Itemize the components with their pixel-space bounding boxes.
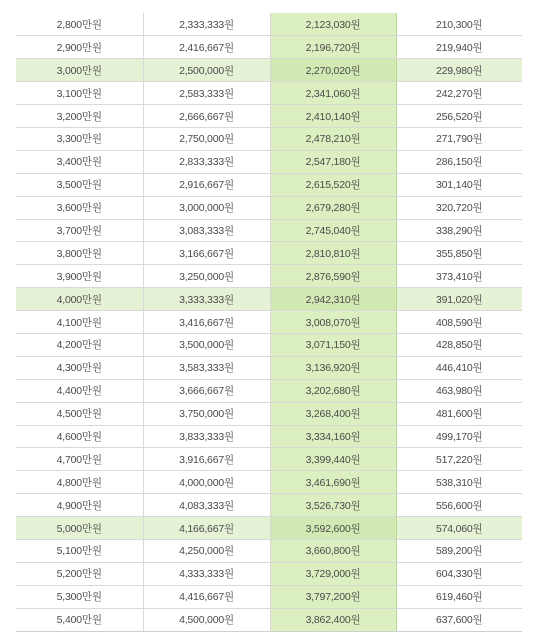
monthly-salary-cell: 2,583,333원 <box>143 82 270 105</box>
deduction-cell: 463,980원 <box>396 379 522 402</box>
deduction-cell: 604,330원 <box>396 562 522 585</box>
table-row <box>16 539 522 562</box>
table-row <box>16 288 522 311</box>
deduction-cell: 391,020원 <box>396 288 522 311</box>
monthly-salary-cell: 4,333,333원 <box>143 562 270 585</box>
table-row <box>16 356 522 379</box>
deduction-cell: 481,600원 <box>396 402 522 425</box>
net-pay-cell: 2,478,210원 <box>270 127 396 150</box>
annual-income-cell: 4,100만원 <box>16 311 143 334</box>
table-row <box>16 82 522 105</box>
net-pay-cell: 3,008,070원 <box>270 311 396 334</box>
deduction-cell: 499,170원 <box>396 425 522 448</box>
annual-income-cell: 3,000만원 <box>16 59 143 82</box>
deduction-cell: 538,310원 <box>396 471 522 494</box>
deduction-cell: 271,790원 <box>396 127 522 150</box>
annual-income-cell: 4,200만원 <box>16 333 143 356</box>
monthly-salary-cell: 3,000,000원 <box>143 196 270 219</box>
monthly-salary-cell: 3,083,333원 <box>143 219 270 242</box>
monthly-salary-cell: 3,250,000원 <box>143 265 270 288</box>
net-pay-cell: 3,334,160원 <box>270 425 396 448</box>
annual-income-cell: 2,900만원 <box>16 36 143 59</box>
table-row <box>16 105 522 128</box>
deduction-cell: 619,460원 <box>396 585 522 608</box>
annual-income-cell: 5,200만원 <box>16 562 143 585</box>
net-pay-cell: 2,341,060원 <box>270 82 396 105</box>
deduction-cell: 286,150원 <box>396 150 522 173</box>
deduction-cell: 373,410원 <box>396 265 522 288</box>
table-row <box>16 562 522 585</box>
deduction-cell: 320,720원 <box>396 196 522 219</box>
monthly-salary-cell: 4,000,000원 <box>143 471 270 494</box>
table-row <box>16 311 522 334</box>
deduction-cell: 637,600원 <box>396 608 522 631</box>
monthly-salary-cell: 4,166,667원 <box>143 517 270 540</box>
net-pay-cell: 3,526,730원 <box>270 494 396 517</box>
deduction-cell: 219,940원 <box>396 36 522 59</box>
monthly-salary-cell: 2,666,667원 <box>143 105 270 128</box>
monthly-salary-cell: 3,500,000원 <box>143 333 270 356</box>
table-row <box>16 127 522 150</box>
deduction-cell: 301,140원 <box>396 173 522 196</box>
annual-income-cell: 5,400만원 <box>16 608 143 631</box>
table-row <box>16 585 522 608</box>
monthly-salary-cell: 3,916,667원 <box>143 448 270 471</box>
annual-income-cell: 3,500만원 <box>16 173 143 196</box>
deduction-cell: 589,200원 <box>396 539 522 562</box>
net-pay-cell: 3,399,440원 <box>270 448 396 471</box>
net-pay-cell: 3,862,400원 <box>270 608 396 631</box>
deduction-cell: 229,980원 <box>396 59 522 82</box>
table-row <box>16 173 522 196</box>
monthly-salary-cell: 4,416,667원 <box>143 585 270 608</box>
table-row <box>16 150 522 173</box>
deduction-cell: 574,060원 <box>396 517 522 540</box>
monthly-salary-cell: 2,750,000원 <box>143 127 270 150</box>
monthly-salary-cell: 3,666,667원 <box>143 379 270 402</box>
monthly-salary-cell: 3,750,000원 <box>143 402 270 425</box>
table-row <box>16 59 522 82</box>
net-pay-cell: 2,942,310원 <box>270 288 396 311</box>
annual-income-cell: 4,600만원 <box>16 425 143 448</box>
annual-income-cell: 2,800만원 <box>16 13 143 36</box>
table-row <box>16 242 522 265</box>
annual-income-cell: 3,300만원 <box>16 127 143 150</box>
net-pay-cell: 2,876,590원 <box>270 265 396 288</box>
table-row <box>16 425 522 448</box>
annual-income-cell: 5,100만원 <box>16 539 143 562</box>
annual-income-cell: 4,500만원 <box>16 402 143 425</box>
annual-income-cell: 4,800만원 <box>16 471 143 494</box>
net-pay-cell: 3,729,000원 <box>270 562 396 585</box>
salary-table-body <box>16 13 522 631</box>
net-pay-cell: 3,071,150원 <box>270 333 396 356</box>
net-pay-cell: 3,461,690원 <box>270 471 396 494</box>
net-pay-cell: 3,202,680원 <box>270 379 396 402</box>
net-pay-cell: 2,615,520원 <box>270 173 396 196</box>
net-pay-cell: 2,547,180원 <box>270 150 396 173</box>
deduction-cell: 408,590원 <box>396 311 522 334</box>
annual-income-cell: 3,700만원 <box>16 219 143 242</box>
monthly-salary-cell: 2,833,333원 <box>143 150 270 173</box>
net-pay-cell: 2,196,720원 <box>270 36 396 59</box>
deduction-cell: 517,220원 <box>396 448 522 471</box>
deduction-cell: 242,270원 <box>396 82 522 105</box>
annual-income-cell: 4,700만원 <box>16 448 143 471</box>
deduction-cell: 210,300원 <box>396 13 522 36</box>
table-row <box>16 517 522 540</box>
monthly-salary-cell: 3,416,667원 <box>143 311 270 334</box>
table-row <box>16 36 522 59</box>
table-row <box>16 333 522 356</box>
net-pay-cell: 3,136,920원 <box>270 356 396 379</box>
monthly-salary-cell: 4,083,333원 <box>143 494 270 517</box>
deduction-cell: 446,410원 <box>396 356 522 379</box>
annual-income-cell: 3,900만원 <box>16 265 143 288</box>
annual-income-cell: 3,200만원 <box>16 105 143 128</box>
monthly-salary-cell: 2,916,667원 <box>143 173 270 196</box>
net-pay-cell: 3,592,600원 <box>270 517 396 540</box>
monthly-salary-cell: 3,833,333원 <box>143 425 270 448</box>
annual-income-cell: 4,300만원 <box>16 356 143 379</box>
annual-income-cell: 5,300만원 <box>16 585 143 608</box>
annual-income-cell: 4,000만원 <box>16 288 143 311</box>
annual-income-cell: 5,000만원 <box>16 517 143 540</box>
annual-income-cell: 3,400만원 <box>16 150 143 173</box>
monthly-salary-cell: 3,583,333원 <box>143 356 270 379</box>
table-row <box>16 608 522 631</box>
table-row <box>16 402 522 425</box>
annual-income-cell: 4,400만원 <box>16 379 143 402</box>
table-row <box>16 13 522 36</box>
annual-income-cell: 3,600만원 <box>16 196 143 219</box>
table-row <box>16 379 522 402</box>
net-pay-cell: 3,268,400원 <box>270 402 396 425</box>
table-row <box>16 448 522 471</box>
table-row <box>16 219 522 242</box>
table-row <box>16 196 522 219</box>
deduction-cell: 556,600원 <box>396 494 522 517</box>
monthly-salary-cell: 2,500,000원 <box>143 59 270 82</box>
annual-income-cell: 3,100만원 <box>16 82 143 105</box>
monthly-salary-cell: 3,333,333원 <box>143 288 270 311</box>
monthly-salary-cell: 2,333,333원 <box>143 13 270 36</box>
table-row <box>16 494 522 517</box>
salary-table <box>16 13 522 632</box>
monthly-salary-cell: 4,500,000원 <box>143 608 270 631</box>
net-pay-cell: 2,123,030원 <box>270 13 396 36</box>
annual-income-cell: 3,800만원 <box>16 242 143 265</box>
deduction-cell: 256,520원 <box>396 105 522 128</box>
monthly-salary-cell: 2,416,667원 <box>143 36 270 59</box>
monthly-salary-cell: 4,250,000원 <box>143 539 270 562</box>
net-pay-cell: 3,660,800원 <box>270 539 396 562</box>
deduction-cell: 428,850원 <box>396 333 522 356</box>
deduction-cell: 338,290원 <box>396 219 522 242</box>
table-row <box>16 265 522 288</box>
annual-income-cell: 4,900만원 <box>16 494 143 517</box>
monthly-salary-cell: 3,166,667원 <box>143 242 270 265</box>
net-pay-cell: 2,810,810원 <box>270 242 396 265</box>
net-pay-cell: 3,797,200원 <box>270 585 396 608</box>
table-row <box>16 471 522 494</box>
net-pay-cell: 2,679,280원 <box>270 196 396 219</box>
net-pay-cell: 2,410,140원 <box>270 105 396 128</box>
net-pay-cell: 2,270,020원 <box>270 59 396 82</box>
deduction-cell: 355,850원 <box>396 242 522 265</box>
net-pay-cell: 2,745,040원 <box>270 219 396 242</box>
